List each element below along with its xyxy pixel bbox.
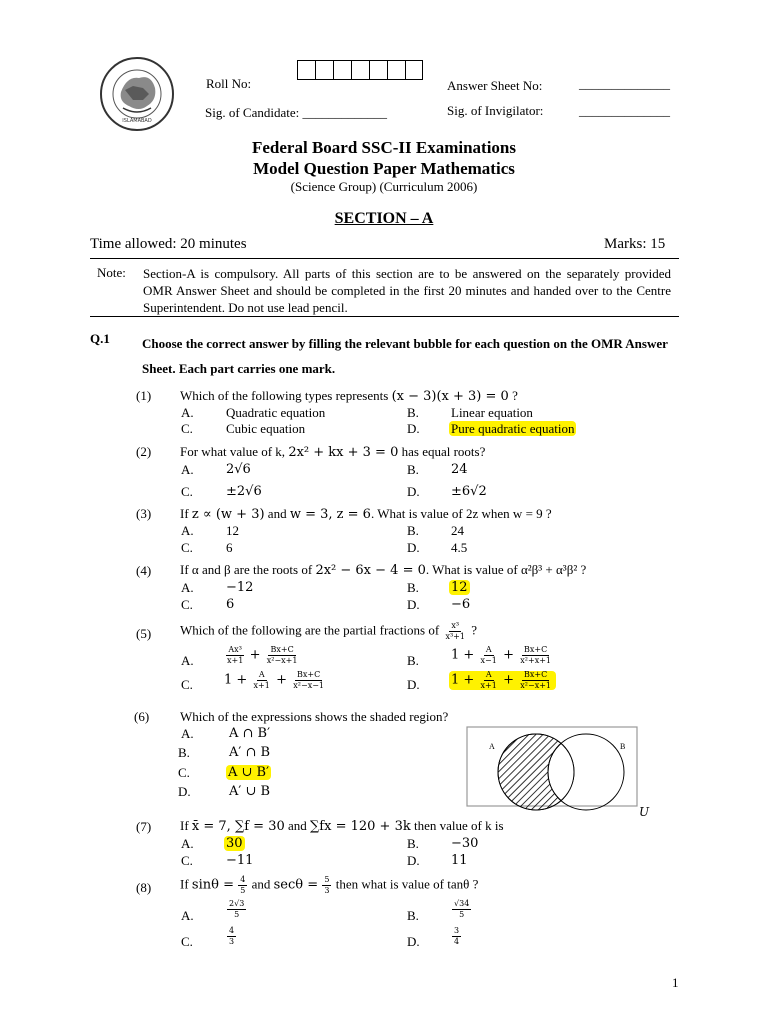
venn-diagram bbox=[466, 726, 642, 822]
option-letter: A. bbox=[181, 726, 194, 741]
option-d[interactable]: $\frac{3}{4}$ bbox=[454, 926, 460, 946]
question-stem: For what value of k, 2x² + kx + 3 = 0 has equal roots? bbox=[180, 444, 486, 460]
option-c-highlighted[interactable]: A ∪ B′ bbox=[228, 765, 270, 780]
question-stem: Which of the following are the partial fractions of $\frac{\text{x³}}{\text{x³+1}}$ ? bbox=[180, 621, 477, 641]
question-stem: If z ∝ (w + 3) and w = 3, z = 6. What is value of 2z when w = 9 ? bbox=[180, 506, 552, 522]
option-letter: B. bbox=[407, 836, 419, 851]
option-letter: D. bbox=[178, 784, 191, 799]
option-b[interactable]: $\frac{√34}{5}$ bbox=[454, 899, 470, 919]
note-text: Section-A is compulsory. All parts of this section are to be answered on the separately provided OMR Answer Sheet and should be completed in the first 20 minutes and handed over to the Centre Superintendent. Do not use lead pencil. bbox=[143, 266, 671, 315]
paper-title: Model Question Paper Mathematics bbox=[253, 159, 515, 178]
svg-text:ISLAMABAD: ISLAMABAD bbox=[122, 118, 152, 124]
option-b[interactable]: 24 bbox=[451, 523, 464, 538]
q-number: (6) bbox=[134, 709, 150, 724]
option-letter: D. bbox=[407, 934, 420, 949]
option-d[interactable]: ±6√2 bbox=[451, 484, 487, 499]
option-a[interactable]: A ∩ B′ bbox=[229, 726, 271, 741]
divider-bottom bbox=[90, 316, 679, 317]
option-letter: B. bbox=[407, 908, 419, 923]
option-a-highlighted[interactable]: 30 bbox=[226, 836, 243, 851]
option-letter: D. bbox=[407, 421, 420, 436]
venn-label-a: A bbox=[489, 742, 495, 751]
q-number: (5) bbox=[136, 626, 152, 641]
option-letter: B. bbox=[407, 462, 419, 477]
option-b[interactable]: 1 + $\frac{A}{x-1}$ + $\frac{Bx+C}{\text{x²+x+1}}$ bbox=[451, 645, 551, 665]
option-letter: D. bbox=[407, 677, 420, 692]
q1-instructions: Choose the correct answer by filling the relevant bubble for each question on the OMR Answer Sheet. Each part carries one mark. bbox=[142, 336, 668, 376]
option-letter: A. bbox=[181, 405, 194, 420]
option-b[interactable]: Linear equation bbox=[451, 405, 533, 420]
option-letter: B. bbox=[178, 745, 190, 760]
exam-title: Federal Board SSC-II Examinations bbox=[252, 138, 516, 157]
option-b-highlighted[interactable]: 12 bbox=[451, 580, 468, 595]
option-letter: C. bbox=[181, 421, 193, 436]
option-letter: A. bbox=[181, 836, 194, 851]
option-b[interactable]: −30 bbox=[451, 836, 479, 851]
option-c[interactable]: $\frac{4}{3}$ bbox=[229, 926, 235, 946]
option-c[interactable]: Cubic equation bbox=[226, 421, 306, 436]
option-letter: C. bbox=[181, 597, 193, 612]
roll-no-label: Roll No: bbox=[206, 76, 252, 91]
option-letter: D. bbox=[407, 484, 420, 499]
option-letter: C. bbox=[181, 853, 193, 868]
sig-invigilator-blank[interactable]: ______________ bbox=[579, 103, 670, 118]
option-a[interactable]: $\frac{\text{Ax³}}{x+1}$ + $\frac{Bx+C}{\text{x²−x+1}}$ bbox=[227, 645, 298, 665]
option-c[interactable]: ±2√6 bbox=[226, 484, 262, 499]
option-c[interactable]: 6 bbox=[226, 597, 235, 612]
option-b[interactable]: 24 bbox=[451, 462, 468, 477]
option-letter: B. bbox=[407, 653, 419, 668]
q-number: (8) bbox=[136, 880, 152, 895]
option-letter: D. bbox=[407, 597, 420, 612]
q-number: (7) bbox=[136, 819, 152, 834]
option-letter: C. bbox=[181, 484, 193, 499]
sig-invigilator-label: Sig. of Invigilator: bbox=[447, 103, 544, 118]
paper-subtitle: (Science Group) (Curriculum 2006) bbox=[290, 179, 478, 194]
venn-label-b: B bbox=[620, 742, 626, 751]
option-d-highlighted[interactable]: 1 + $\frac{A}{x+1}$ + $\frac{Bx+C}{\text{x²−x+1}}$ bbox=[449, 671, 556, 690]
option-d[interactable]: 11 bbox=[451, 853, 468, 868]
option-d[interactable]: −6 bbox=[451, 597, 471, 612]
option-letter: A. bbox=[181, 462, 194, 477]
option-letter: C. bbox=[181, 677, 193, 692]
option-a[interactable]: 2√6 bbox=[226, 462, 251, 477]
option-a[interactable]: Quadratic equation bbox=[226, 405, 326, 420]
q1-label: Q.1 bbox=[90, 331, 110, 346]
option-letter: A. bbox=[181, 523, 194, 538]
sig-candidate-label: Sig. of Candidate: _____________ bbox=[205, 105, 387, 120]
venn-label-u: U bbox=[639, 805, 650, 819]
question-stem: Which of the following types represents (x − 3)(x + 3) = 0 ? bbox=[180, 388, 518, 404]
q-number: (1) bbox=[136, 388, 152, 403]
section-heading: SECTION – A bbox=[334, 210, 434, 227]
page-number: 1 bbox=[672, 975, 679, 990]
option-b[interactable]: A′ ∩ B bbox=[229, 745, 271, 760]
question-stem: If α and β are the roots of 2x² − 6x − 4 = 0. What is value of α²β³ + α³β² ? bbox=[180, 562, 587, 578]
option-letter: C. bbox=[181, 540, 193, 555]
board-logo bbox=[99, 56, 175, 132]
option-c[interactable]: 1 + $\frac{A}{x+1}$ + $\frac{Bx+C}{\text{x²−x−1}}$ bbox=[224, 670, 324, 690]
option-letter: C. bbox=[178, 765, 190, 780]
q-number: (4) bbox=[136, 563, 152, 578]
option-letter: A. bbox=[181, 580, 194, 595]
option-letter: A. bbox=[181, 908, 194, 923]
option-a[interactable]: 12 bbox=[226, 523, 239, 538]
answer-sheet-label: Answer Sheet No: bbox=[447, 78, 543, 93]
option-c[interactable]: 6 bbox=[226, 540, 233, 555]
option-letter: D. bbox=[407, 540, 420, 555]
option-letter: B. bbox=[407, 580, 419, 595]
option-d[interactable]: A′ ∪ B bbox=[229, 784, 271, 799]
option-d[interactable]: 4.5 bbox=[451, 540, 468, 555]
option-a[interactable]: −12 bbox=[226, 580, 254, 595]
note-label: Note: bbox=[97, 265, 126, 280]
question-stem: If x̄ = 7, ∑f = 30 and ∑fx = 120 + 3k then value of k is bbox=[180, 818, 504, 834]
question-stem: Which of the expressions shows the shaded region? bbox=[180, 709, 449, 724]
answer-sheet-blank[interactable]: ______________ bbox=[579, 76, 670, 91]
divider-top bbox=[90, 258, 679, 259]
option-letter: B. bbox=[407, 523, 419, 538]
option-d-highlighted[interactable]: Pure quadratic equation bbox=[451, 421, 575, 436]
option-letter: D. bbox=[407, 853, 420, 868]
time-allowed: Time allowed: 20 minutes bbox=[90, 236, 247, 252]
sig-candidate-blank[interactable]: _____________ bbox=[302, 105, 387, 120]
q-number: (3) bbox=[136, 506, 152, 521]
question-stem: If sinθ = $\frac{4}{5}$ and secθ = $\frac{5}{3}$ then what is value of tanθ ? bbox=[180, 875, 479, 895]
option-a[interactable]: $\frac{2√3}{5}$ bbox=[229, 899, 245, 919]
marks: Marks: 15 bbox=[604, 236, 666, 252]
option-c[interactable]: −11 bbox=[226, 853, 254, 868]
option-letter: C. bbox=[181, 934, 193, 949]
option-letter: B. bbox=[407, 405, 419, 420]
q-number: (2) bbox=[136, 444, 152, 459]
option-letter: A. bbox=[181, 653, 194, 668]
